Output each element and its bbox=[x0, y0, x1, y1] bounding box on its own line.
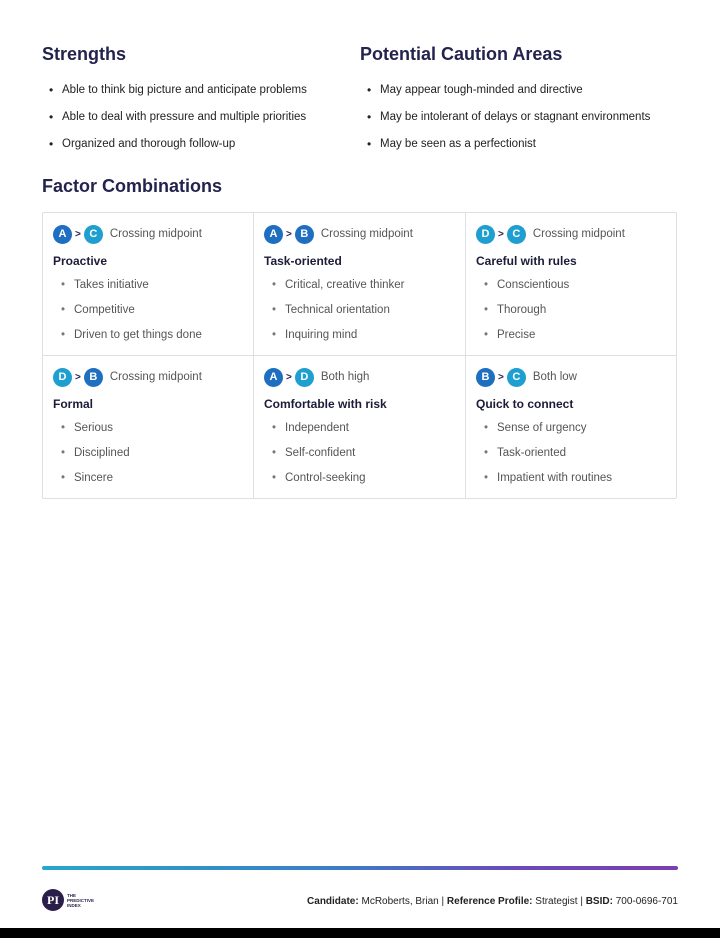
list-item: • May be seen as a perfectionist bbox=[360, 137, 680, 164]
list-item: • Able to deal with pressure and multiple priorities bbox=[42, 110, 342, 137]
list-item: • Sincere bbox=[53, 471, 130, 496]
list-item: • Organized and thorough follow-up bbox=[42, 137, 342, 164]
factor-combinations-heading: Factor Combinations bbox=[42, 176, 223, 196]
profile-value: Strategist bbox=[535, 896, 578, 907]
logo-mark: PI bbox=[42, 889, 64, 911]
greater-than-icon: > bbox=[498, 371, 504, 383]
factor-combo bbox=[53, 224, 202, 244]
strengths-heading: Strengths bbox=[42, 44, 127, 64]
card-title: Formal bbox=[53, 397, 94, 411]
card-title: Proactive bbox=[53, 254, 108, 268]
combo-condition: Crossing midpoint bbox=[109, 371, 202, 383]
list-item: • Inquiring mind bbox=[264, 328, 405, 353]
list-item: • Control-seeking bbox=[264, 471, 366, 496]
caution-list bbox=[360, 83, 680, 164]
trait-list bbox=[476, 421, 612, 496]
list-item: • Competitive bbox=[53, 303, 202, 328]
list-item: • Technical orientation bbox=[264, 303, 405, 328]
factor-badge: A bbox=[264, 368, 283, 387]
list-item: • Impatient with routines bbox=[476, 471, 612, 496]
factor-badge: B bbox=[476, 368, 495, 387]
separator: | bbox=[580, 896, 583, 907]
factor-badge: A bbox=[264, 225, 283, 244]
factor-combo bbox=[476, 224, 625, 244]
factor-combinations-grid bbox=[42, 212, 677, 499]
factor-card bbox=[466, 213, 676, 356]
bottom-edge bbox=[0, 928, 720, 938]
predictive-index-logo bbox=[42, 889, 97, 911]
list-item: • Disciplined bbox=[53, 446, 130, 471]
trait-list bbox=[264, 278, 405, 353]
strengths-list bbox=[42, 83, 342, 164]
combo-condition: Both low bbox=[532, 371, 577, 383]
list-item: • May appear tough-minded and directive bbox=[360, 83, 680, 110]
bsid-label: BSID: bbox=[585, 896, 613, 907]
factor-combo bbox=[264, 224, 413, 244]
factor-combo bbox=[264, 367, 369, 387]
factor-badge: C bbox=[507, 225, 526, 244]
greater-than-icon: > bbox=[286, 228, 292, 240]
logo-text: THE PREDICTIVE INDEX bbox=[67, 892, 95, 908]
caution-heading: Potential Caution Areas bbox=[360, 44, 563, 64]
combo-condition: Both high bbox=[320, 371, 370, 383]
factor-badge: A bbox=[53, 225, 72, 244]
separator: | bbox=[441, 896, 445, 907]
card-title: Careful with rules bbox=[476, 254, 577, 268]
factor-card bbox=[466, 356, 676, 498]
factor-card bbox=[43, 356, 254, 498]
combo-condition: Crossing midpoint bbox=[532, 228, 625, 240]
trait-list bbox=[53, 421, 130, 496]
card-title: Comfortable with risk bbox=[264, 397, 387, 411]
list-item: • May be intolerant of delays or stagnant environments bbox=[360, 110, 680, 137]
list-item: • Critical, creative thinker bbox=[264, 278, 405, 303]
list-item: • Conscientious bbox=[476, 278, 569, 303]
factor-badge: C bbox=[84, 225, 103, 244]
trait-list bbox=[53, 278, 202, 353]
factor-card bbox=[254, 213, 466, 356]
candidate-label: Candidate: bbox=[307, 896, 359, 907]
trait-list bbox=[264, 421, 366, 496]
factor-combo bbox=[476, 367, 577, 387]
list-item: • Independent bbox=[264, 421, 366, 446]
factor-card bbox=[254, 356, 466, 498]
factor-badge: D bbox=[476, 225, 495, 244]
list-item: • Self-confident bbox=[264, 446, 366, 471]
profile-label: Reference Profile: bbox=[446, 896, 533, 907]
card-title: Task-oriented bbox=[264, 254, 342, 268]
list-item: • Thorough bbox=[476, 303, 569, 328]
factor-badge: D bbox=[53, 368, 72, 387]
list-item: • Serious bbox=[53, 421, 130, 446]
list-item: • Takes initiative bbox=[53, 278, 202, 303]
footer-gradient-divider bbox=[42, 866, 678, 870]
factor-badge: C bbox=[507, 368, 526, 387]
greater-than-icon: > bbox=[498, 228, 504, 240]
greater-than-icon: > bbox=[75, 371, 81, 383]
list-item: • Task-oriented bbox=[476, 446, 612, 471]
candidate-value: McRoberts, Brian bbox=[361, 896, 439, 907]
factor-card bbox=[43, 213, 254, 356]
greater-than-icon: > bbox=[75, 228, 81, 240]
factor-badge: B bbox=[84, 368, 103, 387]
footer-candidate-info bbox=[307, 896, 678, 907]
list-item: • Precise bbox=[476, 328, 569, 353]
factor-badge: D bbox=[295, 368, 314, 387]
list-item: • Able to think big picture and anticipate problems bbox=[42, 83, 342, 110]
factor-combo bbox=[53, 367, 202, 387]
combo-condition: Crossing midpoint bbox=[320, 228, 413, 240]
card-title: Quick to connect bbox=[476, 397, 574, 411]
bsid-value: 700-0696-701 bbox=[615, 896, 678, 907]
trait-list bbox=[476, 278, 569, 353]
list-item: • Sense of urgency bbox=[476, 421, 612, 446]
combo-condition: Crossing midpoint bbox=[109, 228, 202, 240]
factor-badge: B bbox=[295, 225, 314, 244]
greater-than-icon: > bbox=[286, 371, 292, 383]
list-item: • Driven to get things done bbox=[53, 328, 202, 353]
